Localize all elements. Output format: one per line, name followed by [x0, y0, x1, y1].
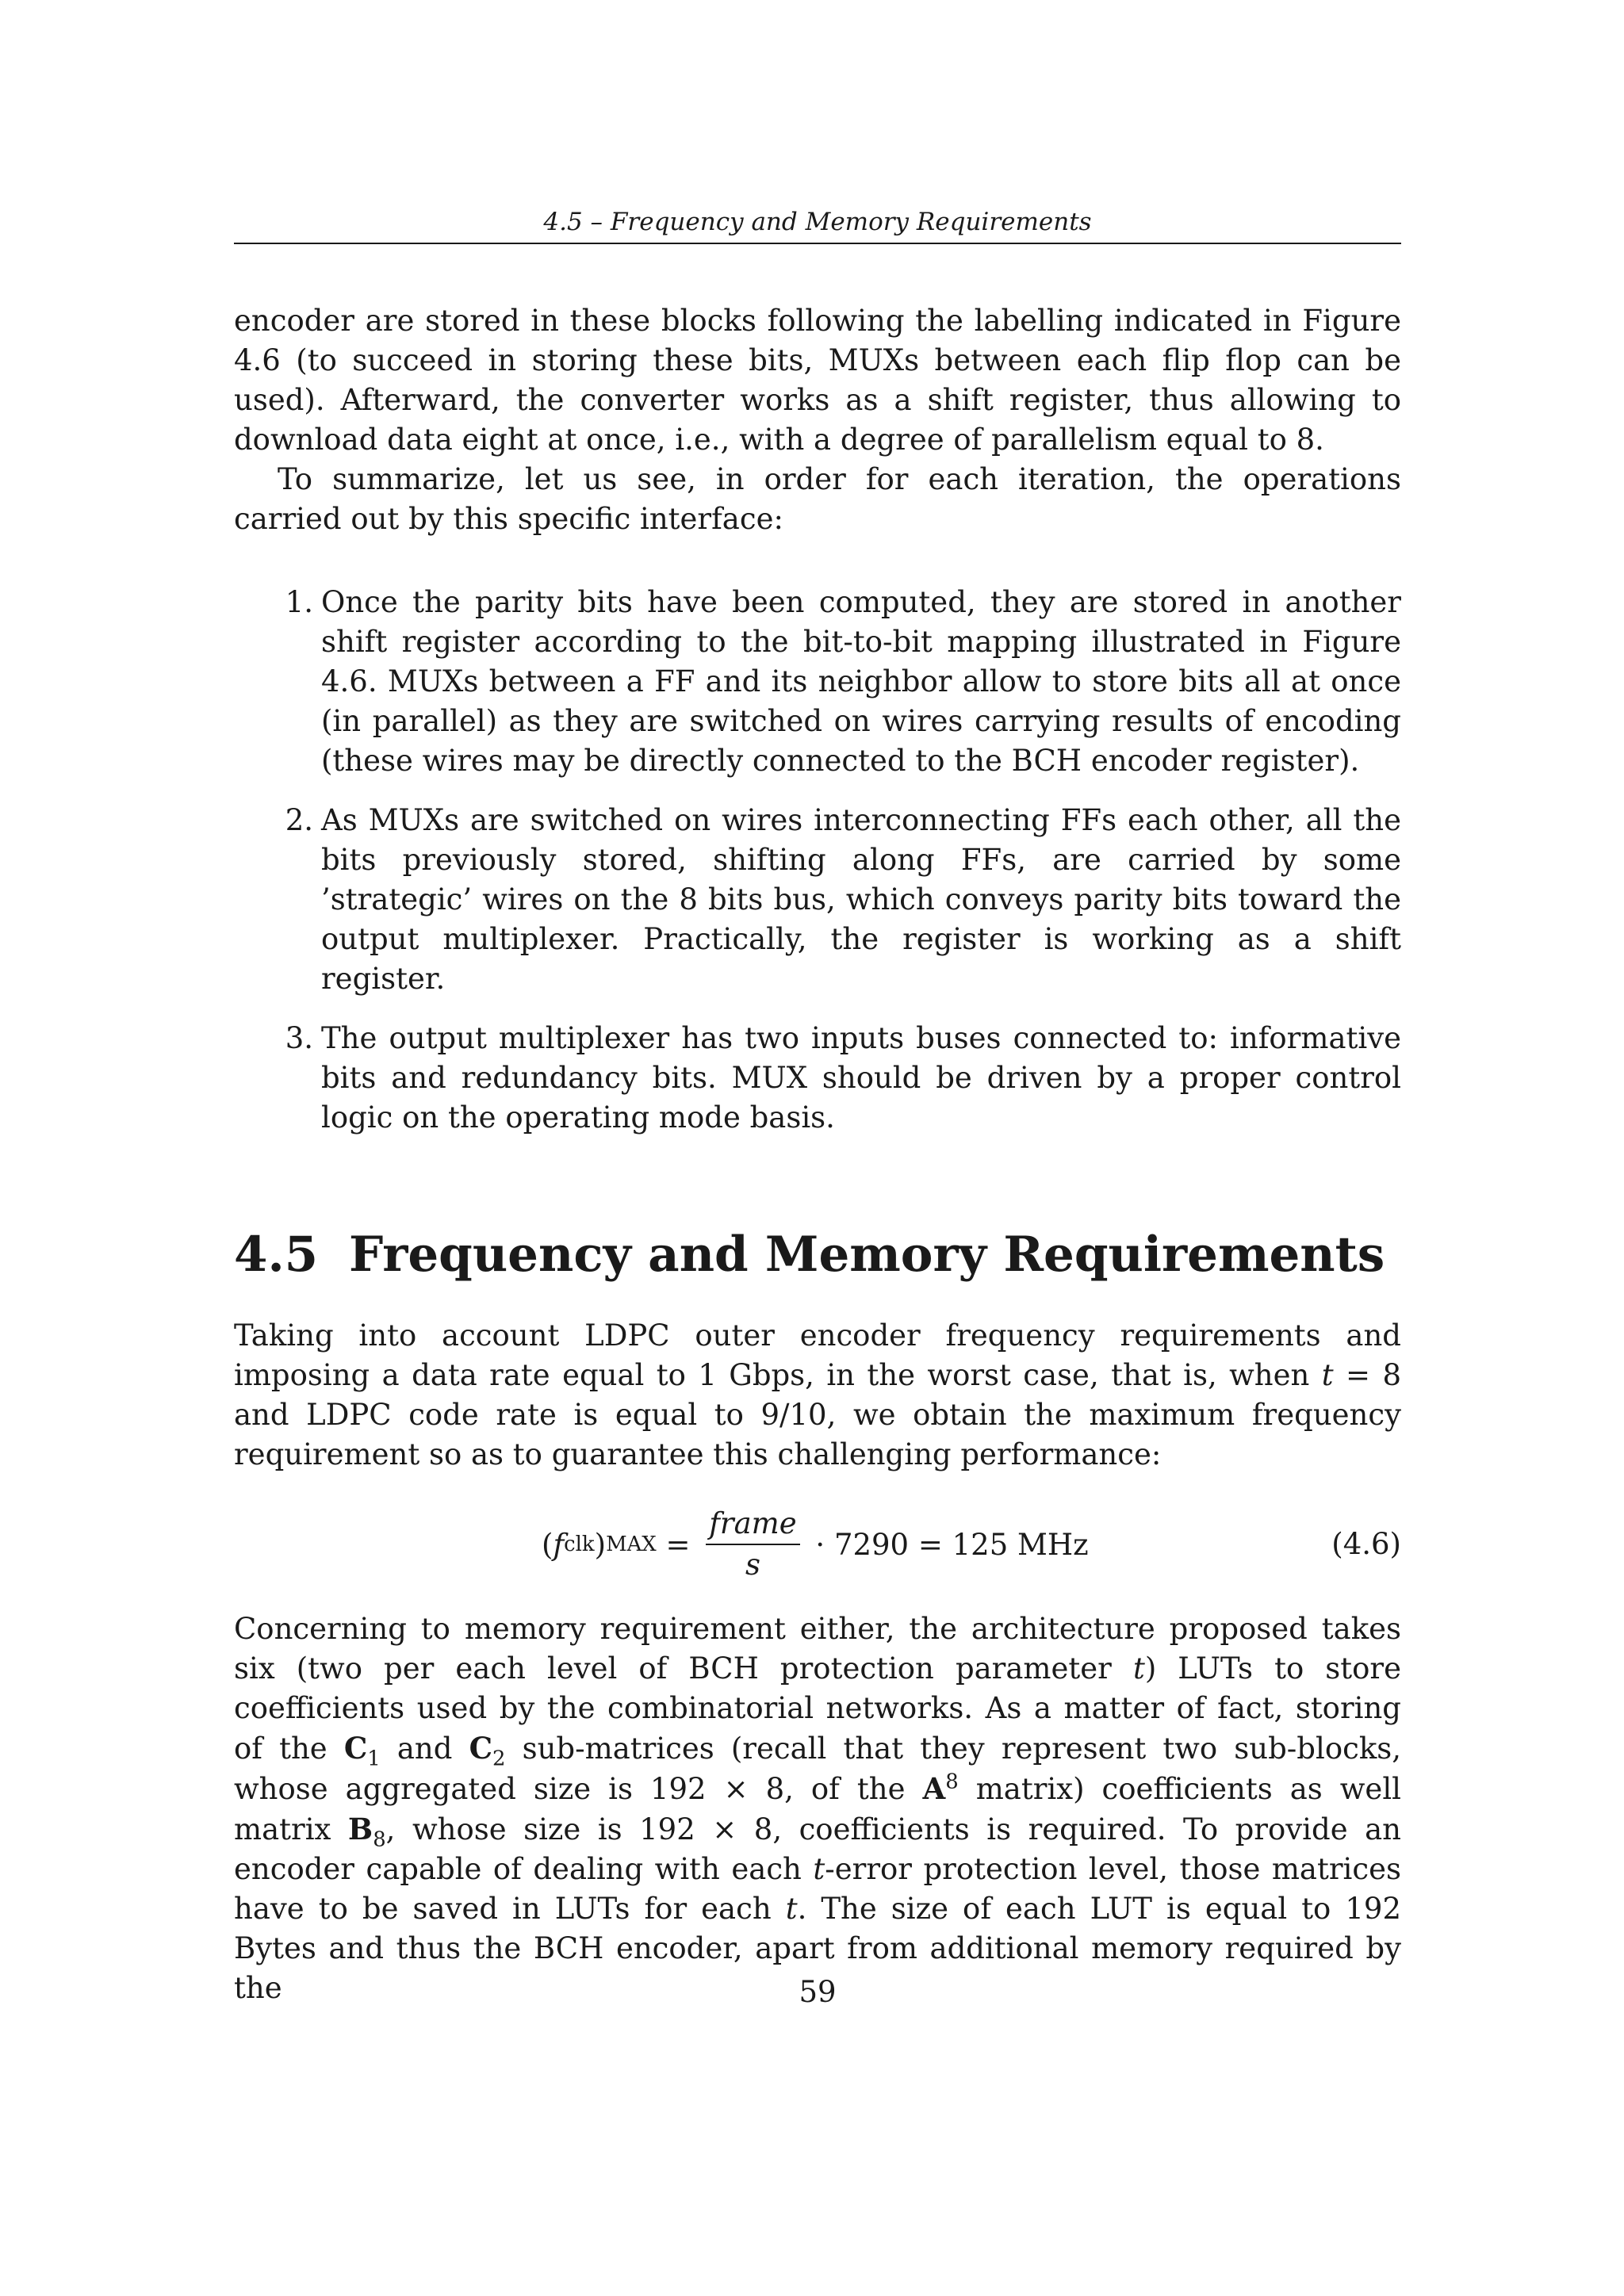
text-run: sub-matrices (recall that they represent two sub-blocks, whose aggregated size is 192 × 8, of the	[234, 1732, 1401, 1806]
eq-open-paren: (	[542, 1527, 553, 1562]
text-run: , whose size is 192 × 8, coefficients is required. To provide an encoder capable of dealing with each	[234, 1812, 1401, 1886]
list-item-text: The output multiplexer has two inputs buses connected to: informative bits and redundancy bits. MUX should be driven by a proper control logic on the operating mode basis.	[321, 1021, 1401, 1135]
intro-paragraph-1: encoder are stored in these blocks following the labelling indicated in Figure 4.6 (to succeed in storing these bits, MUXs between each flip flop can be used). Afterward, the converter works as a shift register, thus allowing to download data eight at once, i.e., with a degree of parallelism equal to 8.	[234, 304, 1401, 457]
list-item	[234, 583, 1401, 781]
math-bold: C	[469, 1731, 493, 1766]
eq-f: f	[553, 1527, 565, 1562]
text-run: ) LUTs to store coefficients used by the combinatorial networks. As a matter of fact, storing of the	[234, 1651, 1401, 1766]
section-paragraph-1	[234, 1316, 1401, 1475]
eq-close-paren: )	[594, 1527, 607, 1562]
operations-list	[234, 583, 1401, 1138]
section-number: 4.5	[234, 1226, 319, 1283]
math-var: t	[1132, 1651, 1145, 1686]
text-run: . The size of each LUT is equal to 192 Bytes and thus the BCH encoder, apart from additional memory required by the	[234, 1892, 1401, 2005]
math-bold: B	[347, 1812, 373, 1846]
text-run: = 8 and LDPC code rate is equal to 9/10, we obtain the maximum frequency requirement so as to guarantee this challenging performance:	[234, 1358, 1401, 1471]
list-item-text: Once the parity bits have been computed, they are stored in another shift register according to the bit-to-bit mapping illustrated in Figure 4.6. MUXs between a FF and its neighbor allow to store bits all at once (in parallel) as they are switched on wires carrying results of encoding (these wires may be directly connected to the BCH encoder register).	[321, 585, 1401, 778]
list-item	[234, 801, 1401, 999]
section-paragraph-2	[234, 1609, 1401, 2008]
text-run: Concerning to memory requirement either, the architecture proposed takes six (two per each level of BCH protection parameter	[234, 1612, 1401, 1686]
eq-rest: · 7290 = 125 MHz	[806, 1527, 1089, 1562]
running-header: 4.5 – Frequency and Memory Requirements	[543, 208, 1092, 236]
equation-4-6	[234, 1493, 1401, 1596]
intro-text	[234, 301, 1401, 539]
math-sup: 8	[945, 1770, 959, 1794]
math-bold: A	[922, 1771, 946, 1806]
math-bold: C	[343, 1731, 368, 1766]
equation-body: ( f clk ) MAX = $\frac{\text{frame}}{s}$ · 7290 = 125 MHz	[542, 1493, 1089, 1596]
eq-denominator: s	[745, 1548, 760, 1582]
math-sub: 1	[367, 1747, 381, 1771]
list-item	[234, 1019, 1401, 1138]
eq-numerator: frame	[709, 1506, 797, 1540]
list-item-number: 1.	[285, 585, 313, 619]
equation-number: (4.6)	[1331, 1527, 1401, 1561]
list-item-text: As MUXs are switched on wires interconnecting FFs each other, all the bits previously stored, shifting along FFs, are carried by some ’strategic’ wires on the 8 bits bus, which conveys parity bits toward the output multiplexer. Practically, the register is working as a shift register.	[321, 803, 1401, 996]
eq-fraction	[706, 1504, 799, 1585]
text-run: -error protection level, those matrices have to be saved in LUTs for each	[234, 1852, 1401, 1926]
math-var: t	[1321, 1358, 1334, 1392]
header-rule	[234, 243, 1401, 244]
math-sub: 2	[492, 1747, 506, 1771]
text-run: Taking into account LDPC outer encoder frequency requirements and imposing a data rate equal to 1 Gbps, in the worst case, that is, when	[234, 1318, 1401, 1392]
math-var: t	[785, 1892, 798, 1926]
math-sub: 8	[373, 1827, 386, 1852]
section-heading	[234, 1226, 1401, 1284]
page-number: 59	[799, 1975, 837, 2009]
section-title: Frequency and Memory Requirements	[349, 1226, 1385, 1283]
text-run: and	[380, 1732, 469, 1766]
eq-equals: =	[656, 1527, 700, 1562]
intro-paragraph-2: To summarize, let us see, in order for each iteration, the operations carried out by this specific interface:	[234, 462, 1401, 536]
text-run: matrix) coefficients as well matrix	[234, 1772, 1401, 1846]
list-item-number: 2.	[285, 803, 313, 837]
math-var: t	[813, 1852, 825, 1886]
list-item-number: 3.	[285, 1021, 313, 1055]
